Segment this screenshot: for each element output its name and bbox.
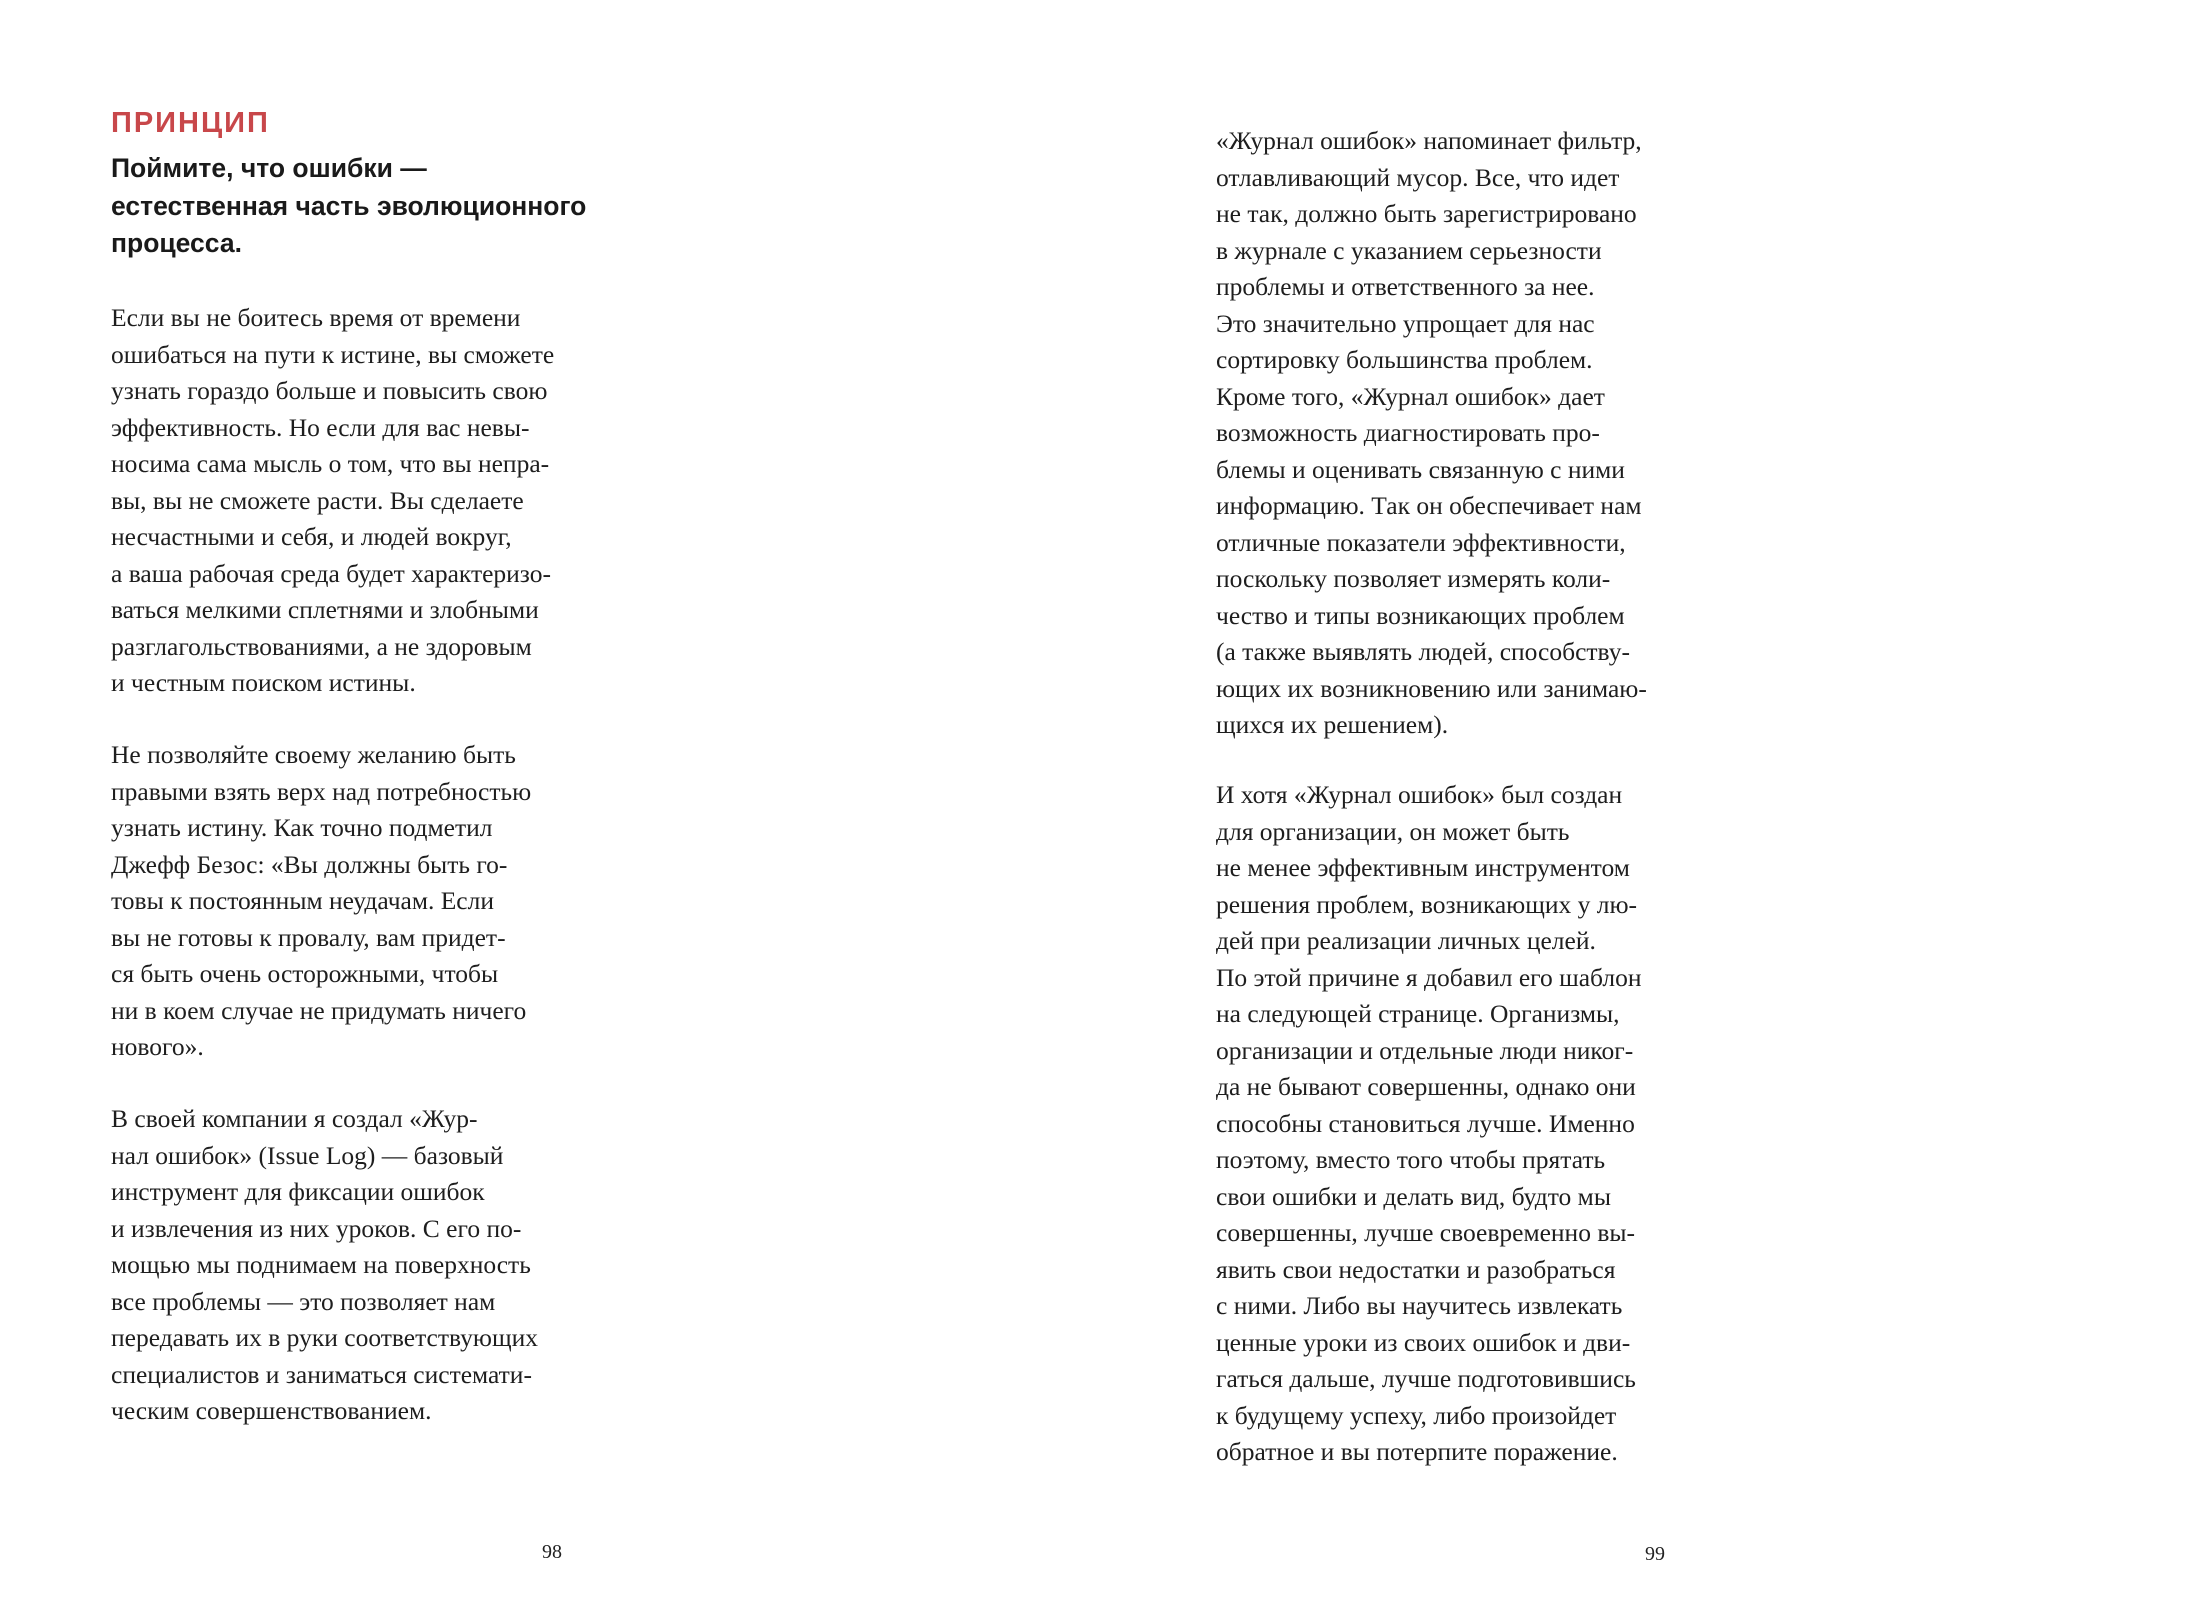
text-line: нал ошибок» (Issue Log) — базовый — [111, 1140, 504, 1170]
text-line: передавать их в руки соответствующих — [111, 1323, 539, 1352]
text-line: организации и отдельные люди никог- — [1216, 1035, 1634, 1065]
text-line: не так, должно быть зарегистрировано — [1216, 199, 1637, 228]
headline-line: процесса. — [111, 228, 242, 258]
text-line: не менее эффективным инструментом — [1216, 853, 1630, 882]
text-line: Не позволяйте своему желанию быть — [111, 740, 516, 769]
text-line: отлавливающий мусор. Все, что идет — [1216, 162, 1620, 192]
text-line: гаться дальше, лучше подготовившись — [1216, 1364, 1636, 1393]
text-line: и извлечения из них уроков. С его по- — [111, 1213, 522, 1243]
text-line: ся быть очень осторожными, чтобы — [111, 959, 499, 988]
text-line: ческим совершенствованием. — [111, 1396, 432, 1425]
text-line: и честным поиском истины. — [111, 668, 416, 697]
text-line: (а также выявлять людей, способству- — [1216, 637, 1630, 666]
text-line: к будущему успеху, либо произойдет — [1216, 1400, 1617, 1430]
headline-line: естественная часть эволюционного — [111, 190, 587, 221]
text-line: По этой причине я добавил его шаблон — [1216, 962, 1642, 992]
text-line: сортировку большинства проблем. — [1216, 345, 1593, 374]
text-line: отличные показатели эффективности, — [1216, 527, 1626, 557]
left-paragraph-2 — [111, 737, 671, 1066]
right-paragraph-2 — [1216, 777, 1776, 1471]
text-line: обратное и вы потерпите поражение. — [1216, 1437, 1618, 1466]
text-line: информацию. Так он обеспечивает нам — [1216, 491, 1642, 520]
text-line: правыми взять верх над потребностью — [111, 776, 532, 806]
text-line: узнать гораздо больше и повысить свою — [111, 376, 548, 405]
text-line: для организации, он может быть — [1216, 816, 1570, 846]
text-line: блемы и оценивать связанную с ними — [1216, 454, 1625, 484]
text-line: свои ошибки и делать вид, будто мы — [1216, 1181, 1611, 1211]
text-line: специалистов и заниматься системати- — [111, 1359, 532, 1389]
text-line: решения проблем, возникающих у лю- — [1216, 889, 1637, 919]
page-number: 99 — [1645, 1543, 1665, 1565]
text-line: явить свои недостатки и разобраться — [1216, 1254, 1616, 1284]
text-line: «Журнал ошибок» напоминает фильтр, — [1216, 126, 1642, 155]
text-line: ни в коем случае не придумать ничего — [111, 995, 527, 1025]
right-page — [1100, 0, 2200, 1623]
text-line: разглагольствованиями, а не здоровым — [111, 631, 532, 661]
text-line: несчастными и себя, и людей вокруг, — [111, 522, 512, 551]
text-line: В своей компании я создал «Жур- — [111, 1104, 478, 1133]
text-line: Это значительно упрощает для нас — [1216, 308, 1595, 338]
text-line: щихся их решением). — [1216, 710, 1449, 739]
text-line: Джефф Безос: «Вы должны быть го- — [111, 849, 508, 879]
text-line: ценные уроки из своих ошибок и дви- — [1216, 1327, 1631, 1357]
text-line: вы не готовы к провалу, вам придет- — [111, 922, 506, 952]
text-line: товы к постоянным неудачам. Если — [111, 886, 494, 915]
text-line: ющих их возникновению или занимаю- — [1216, 673, 1647, 703]
principle-headline — [111, 150, 651, 263]
text-line: в журнале с указанием серьезности — [1216, 235, 1602, 265]
text-line: эффективность. Но если для вас невы- — [111, 412, 530, 442]
text-line: на следующей странице. Организмы, — [1216, 999, 1620, 1028]
text-line: вы, вы не сможете расти. Вы сделаете — [111, 485, 524, 515]
text-line: инструмент для фиксации ошибок — [111, 1177, 485, 1206]
text-line: да не бывают совершенны, однако они — [1216, 1072, 1636, 1101]
text-line: ваться мелкими сплетнями и злобными — [111, 595, 539, 624]
text-line: узнать истину. Как точно подметил — [111, 813, 493, 842]
text-line: способны становиться лучше. Именно — [1216, 1108, 1635, 1138]
left-paragraph-3 — [111, 1101, 671, 1430]
text-line: с ними. Либо вы научитесь извлекать — [1216, 1291, 1623, 1320]
page-number: 98 — [542, 1541, 562, 1563]
text-line: Если вы не боитесь время от времени — [111, 303, 521, 332]
left-paragraph-1 — [111, 300, 671, 702]
text-line: возможность диагностировать про- — [1216, 418, 1600, 447]
text-line: нового». — [111, 1032, 204, 1061]
text-line: все проблемы — это позволяет нам — [111, 1286, 496, 1316]
text-line: а ваша рабочая среда будет характеризо- — [111, 558, 551, 588]
text-line: поскольку позволяет измерять коли- — [1216, 564, 1611, 593]
right-paragraph-1 — [1216, 123, 1776, 744]
text-line: ошибаться на пути к истине, вы сможете — [111, 339, 555, 369]
text-line: совершенны, лучше своевременно вы- — [1216, 1218, 1635, 1247]
principle-label: ПРИНЦИП — [111, 107, 270, 139]
text-line: Кроме того, «Журнал ошибок» дает — [1216, 381, 1605, 411]
text-line: проблемы и ответственного за нее. — [1216, 272, 1595, 301]
text-line: дей при реализации личных целей. — [1216, 926, 1596, 955]
text-line: мощью мы поднимаем на поверхность — [111, 1250, 531, 1279]
headline-line: Поймите, что ошибки — — [111, 153, 427, 183]
text-line: носима сама мысль о том, что вы непра- — [111, 449, 550, 478]
text-line: поэтому, вместо того чтобы прятать — [1216, 1145, 1606, 1174]
text-line: И хотя «Журнал ошибок» был создан — [1216, 780, 1623, 809]
text-line: чество и типы возникающих проблем — [1216, 600, 1625, 630]
